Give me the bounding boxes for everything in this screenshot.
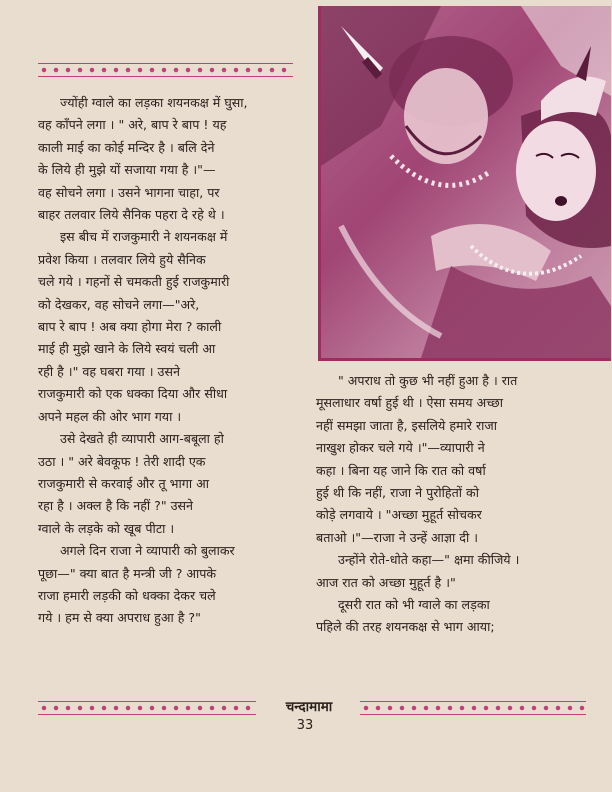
text-line: ग्वाले के लड़के को खूब पीटा ।	[38, 520, 175, 536]
text-line: रही है ।" वह घबरा गया । उसने	[38, 363, 180, 379]
text-line: उन्होंने रोते-धोते कहा—" क्षमा कीजिये ।	[338, 552, 520, 568]
text-line: आज रात को अच्छा मुहूर्त है ।"	[316, 574, 456, 590]
text-line: प्रवेश किया । तलवार लिये हुये सैनिक	[38, 251, 206, 267]
text-line: पूछा—" क्या बात है मन्त्री जी ? आपके	[38, 565, 217, 581]
right-text-column	[316, 370, 596, 639]
text-line: चले गये । गहनों से चमकती हुई राजकुमारी	[38, 274, 230, 290]
text-line: उठा । " अरे बेवकूफ ! तेरी शादी एक	[38, 453, 206, 469]
text-line: कहा । बिना यह जाने कि रात को वर्षा	[316, 462, 486, 478]
text-line: उसे देखते ही व्यापारी आग-बबूला हो	[60, 431, 224, 447]
decorative-border-top	[38, 63, 293, 77]
text-line: को देखकर, वह सोचने लगा—"अरे,	[38, 296, 200, 312]
text-line: नाखुश होकर चले गये ।"—व्यापारी ने	[316, 440, 485, 456]
text-line: राजा हमारी लड़की को धक्का देकर चले	[38, 587, 216, 603]
left-text-column	[38, 92, 300, 630]
text-line: रहा है । अक्ल है कि नहीं ?" उसने	[38, 498, 194, 514]
text-line: ज्योंही ग्वाले का लड़का शयनकक्ष में घुसा,	[60, 95, 248, 110]
text-line: वह काँपने लगा । " अरे, बाप रे बाप ! यह	[38, 117, 227, 133]
text-line: " अपराध तो कुछ भी नहीं हुआ है । रात	[338, 373, 518, 388]
decorative-border-bottom-left	[38, 701, 256, 715]
text-line: इस बीच में राजकुमारी ने शयनकक्ष में	[60, 229, 228, 245]
text-line: हुई थी कि नहीं, राजा ने पुरोहितों को	[316, 485, 479, 501]
text-line: पहिले की तरह शयनकक्ष से भाग आया;	[316, 619, 495, 635]
text-line: गये । हम से क्या अपराध हुआ है ?"	[38, 610, 201, 626]
story-illustration	[318, 6, 611, 361]
decorative-border-bottom-right	[360, 701, 586, 715]
text-line: कोड़े लगवाये । "अच्छा मुहूर्त सोचकर	[316, 507, 482, 523]
page-number: 33	[296, 718, 314, 733]
text-line: बाप रे बाप ! अब क्या होगा मेरा ? काली	[38, 319, 222, 335]
text-line: अपने महल की ओर भाग गया ।	[38, 408, 182, 424]
text-line: दूसरी रात को भी ग्वाले का लड़का	[338, 597, 490, 613]
text-line: बताओ ।"—राजा ने उन्हें आज्ञा दी ।	[316, 529, 478, 545]
text-line: बाहर तलवार लिये सैनिक पहरा दे रहे थे ।	[38, 207, 225, 223]
text-line: नहीं समझा जाता है, इसलिये हमारे राजा	[316, 417, 497, 433]
illustration-drawing	[321, 6, 611, 358]
text-line: मूसलाधार वर्षा हुई थी । ऐसा समय अच्छा	[316, 395, 503, 411]
text-line: अगले दिन राजा ने व्यापारी को बुलाकर	[60, 543, 235, 559]
text-line: काली माई का कोई मन्दिर है । बलि देने	[38, 139, 215, 155]
text-line: राजकुमारी से करवाई और तू भागा आ	[38, 475, 209, 491]
text-line: वह सोचने लगा । उसने भागना चाहा, पर	[38, 184, 220, 200]
text-line: माई ही मुझे खाने के लिये स्वयं चली आ	[38, 341, 216, 357]
text-line: के लिये ही मुझे यों सजाया गया है ।"—	[38, 162, 216, 178]
text-line: राजकुमारी को एक धक्का दिया और सीधा	[38, 386, 228, 402]
magazine-name: चन्दामामा	[285, 699, 333, 715]
